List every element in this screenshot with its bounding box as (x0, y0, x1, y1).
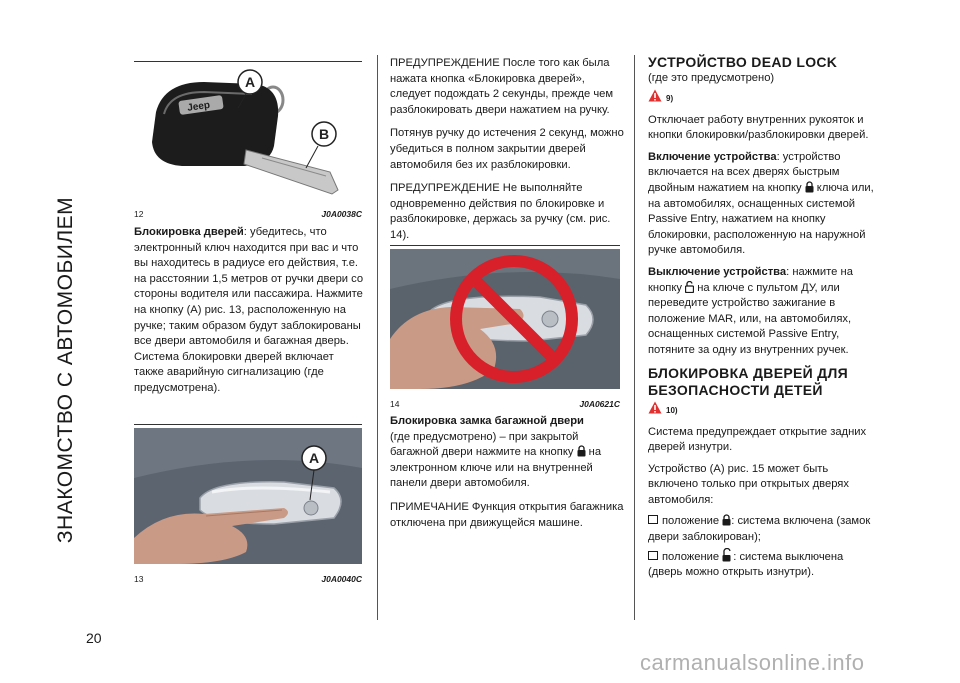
warning-triangle-icon (648, 401, 662, 414)
warning-9 (648, 89, 880, 109)
position-locked-item (648, 514, 880, 545)
figure-14-top-rule (390, 245, 620, 246)
figure-13-caption (134, 574, 362, 584)
dead-lock-description: Отключает работу внутренних рукояток и кнопки блокировки/разблокировки дверей. (648, 113, 869, 142)
child-lock-heading: БЛОКИРОВКА ДВЕРЕЙ ДЛЯ БЕЗОПАСНОСТИ ДЕТЕЙ (648, 364, 848, 398)
figure-12-number: 12 (134, 209, 144, 219)
unlock-icon (722, 548, 733, 562)
page-number: 20 (86, 630, 102, 646)
trunk-lock-text-a: (где предусмотрено) – при закрытой багажной двери нажмите на кнопку (390, 430, 579, 459)
position-unlocked-item (648, 548, 880, 581)
figure-13-door-handle (134, 428, 362, 564)
key-fob-illustration (134, 64, 362, 208)
figure-13-top-rule (134, 424, 362, 425)
disable-paragraph (648, 265, 880, 359)
warning-paragraph-1: ПРЕДУПРЕЖДЕНИЕ После того как была нажата кнопка «Блокировка дверей», следует подождать 2 секунды, прежде чем разблокировать двери нажатием на ручку. (390, 57, 614, 116)
figure-12-key (134, 64, 362, 208)
disable-text-a: : нажмите на кнопку (648, 265, 853, 294)
position-locked-label: положение (662, 515, 720, 528)
column-2-bottom-text (390, 414, 624, 539)
column-1-text (134, 225, 366, 405)
position-locked-text: : система включена (замок двери заблокирован); (648, 515, 871, 544)
column-divider-1 (377, 55, 378, 620)
figure-12-label-a: A (245, 74, 256, 90)
warning-paragraph-2: ПРЕДУПРЕЖДЕНИЕ Не выполняйте одновременно действия по блокировке и разблокировке, держась за ручку (см. рис. 14). (390, 182, 611, 241)
side-section-title: ЗНАКОМСТВО С АВТОМОБИЛЕМ (54, 196, 77, 544)
warning-9-number: 9) (666, 93, 674, 103)
checkbox-bullet-icon (648, 515, 658, 524)
unlock-icon (685, 281, 694, 293)
trunk-lock-heading: Блокировка замка багажной двери (390, 415, 584, 427)
position-unlocked-text: : система выключена (дверь можно открыть изнутри). (648, 550, 844, 579)
child-lock-description: Система предупреждает открытие задних дверей изнутри. (648, 425, 867, 454)
enable-heading: Включение устройства (648, 150, 777, 163)
column-divider-2 (634, 55, 635, 620)
figure-12-label-b: B (319, 126, 330, 142)
disable-text-b: на ключе с пультом ДУ, или переведите устройство зажигание в положение MAR, или, на автомобилях, оснащенных системой Passive Entry, потяните за одну из внутренних ручек. (648, 281, 852, 356)
trunk-lock-paragraph (390, 414, 624, 492)
figure-12-code: J0A0038C (321, 209, 362, 219)
warning-10-number: 10) (666, 405, 678, 415)
door-handle-press-illustration (134, 428, 362, 564)
check-paragraph: Потянув ручку до истечения 2 секунд, можно убедиться в полном закрытии дверей автомобиля без их разблокировки. (390, 127, 624, 171)
enable-text-b: ключа или, на автомобилях, оснащенных системой Passive Entry, нажатием на кнопку блокировки, расположенную на наружной ручке автомобиля. (648, 181, 874, 257)
figure-14-number: 14 (390, 399, 400, 409)
warning-triangle-icon (648, 89, 662, 102)
note-paragraph: ПРИМЕЧАНИЕ Функция открытия багажника отключена при движущейся машине. (390, 500, 624, 529)
door-lock-text: : убедитесь, что электронный ключ находится при вас и что вы находитесь в радиусе его действия, т.е. на расстоянии 1,5 метров от ручки двери со стороны водителя или пассажира. Нажмите на кнопку (А) рис. 13, расположенную на ручке; таким образом будут заблокированы все двери автомобиля и багажная дверь. Система блокировки дверей включает также аварийную сигнализацию (где предусмотрена). (134, 226, 364, 394)
figure-13-code: J0A0040C (321, 574, 362, 584)
figure-12-caption (134, 209, 362, 219)
lock-icon (805, 181, 814, 193)
prohibited-action-illustration (390, 249, 620, 389)
dead-lock-subtitle: (где это предусмотрено) (648, 72, 775, 84)
door-lock-paragraph (134, 225, 366, 397)
figure-13-number: 13 (134, 574, 144, 584)
column-2-top-text (390, 56, 624, 252)
position-unlocked-label: положение (662, 550, 720, 563)
figure-14-caption (390, 399, 620, 409)
trunk-lock-icon (577, 445, 586, 457)
jeep-logo: Jeep (186, 99, 211, 114)
lock-icon (722, 514, 731, 526)
figure-14-prohibited (390, 249, 620, 389)
figure-13-label-a: A (309, 450, 320, 466)
figure-14-code: J0A0621C (579, 399, 620, 409)
child-lock-device-paragraph: Устройство (А) рис. 15 может быть включено только при открытых дверях автомобиля: (648, 462, 849, 506)
column-3-text (648, 54, 880, 587)
checkbox-bullet-icon (648, 551, 658, 560)
figure-12-top-rule (134, 61, 362, 62)
dead-lock-heading: УСТРОЙСТВО DEAD LOCK (648, 54, 838, 70)
watermark: carmanualsonline.info (640, 650, 865, 675)
trunk-lock-text-b: на электронном ключе или на внутренней панели двери автомобиля. (390, 446, 602, 490)
disable-heading: Выключение устройства (648, 265, 787, 278)
warning-10 (648, 401, 880, 421)
door-lock-heading: Блокировка дверей (134, 226, 244, 238)
enable-text-a: : устройство включается на всех дверях быстрым двойным нажатием на кнопку (648, 150, 841, 194)
enable-paragraph (648, 150, 880, 259)
